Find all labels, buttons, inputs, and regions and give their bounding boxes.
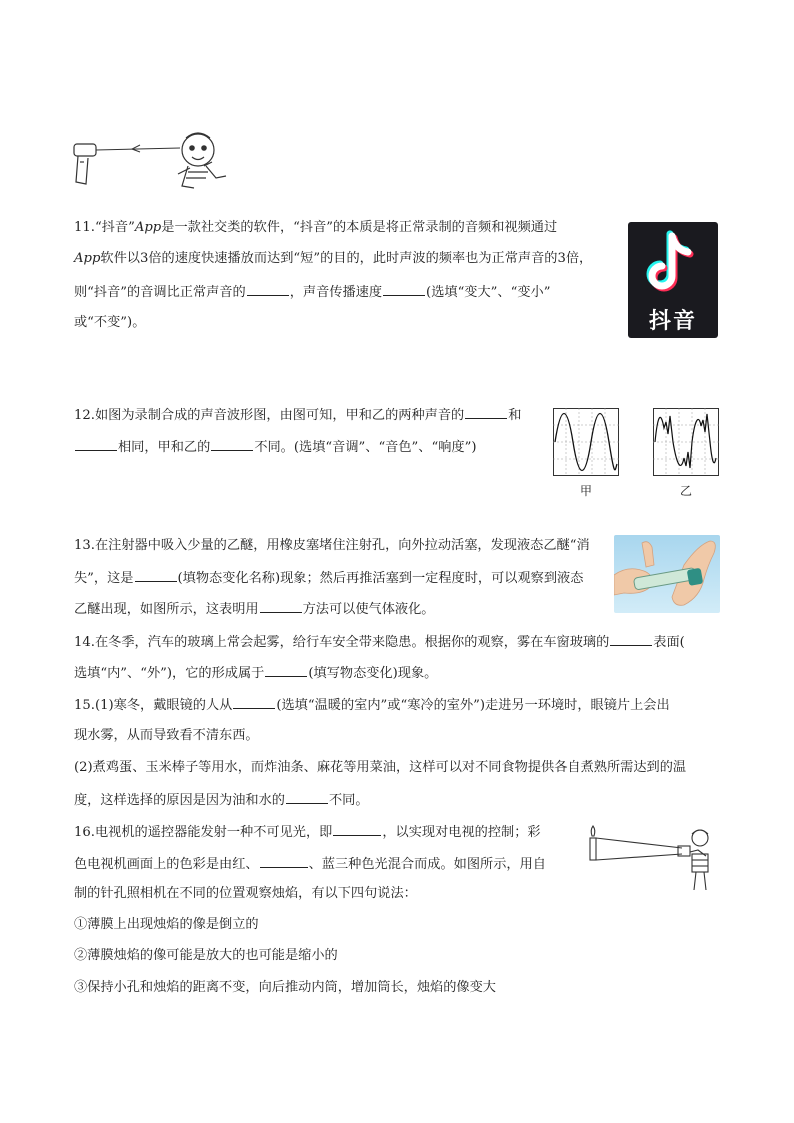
q16-item2: ②薄膜烛焰的像可能是放大的也可能是缩小的: [74, 948, 338, 963]
q16-item3: ③保持小孔和烛焰的距离不变，向后推动内筒，增加筒长，烛焰的像变大: [74, 980, 496, 995]
answer-blank[interactable]: [465, 404, 507, 419]
q16-line1: 16.电视机的遥控器能发射一种不可见光，即 ，以实现对电视的控制；彩: [74, 821, 541, 843]
q15-line3: (2)煮鸡蛋、玉米棒子等用水，而炸油条、麻花等用菜油，这样可以对不同食物提供各自煮熟所需达到的温: [74, 760, 687, 775]
answer-blank[interactable]: [233, 694, 275, 709]
q14-line1: 14.在冬季，汽车的玻璃上常会起雾，给行车安全带来隐患。根据你的观察，雾在车窗玻璃的 表面(: [74, 631, 685, 653]
douyin-logo: [628, 222, 718, 338]
waveform-a-label: 甲: [580, 484, 593, 498]
person-figure-icon: [690, 830, 708, 890]
pinhole-camera-illustration: [586, 822, 716, 894]
q15-line1: 15.(1)寒冬，戴眼镜的人从 (选填“温暖的室内”或“寒冷的室外”)走进另一环境时，眼镜片上会出: [74, 694, 670, 716]
thermometer-gun-icon: [74, 144, 96, 184]
q11-line2: App软件以3倍的速度快速播放而达到“短”的目的，此时声波的频率也为正常声音的3倍，: [74, 251, 593, 266]
q16-item1: ①薄膜上出现烛焰的像是倒立的: [74, 917, 259, 932]
answer-blank[interactable]: [75, 436, 117, 451]
q15-line4: 度，这样选择的原因是因为油和水的 不同。: [74, 789, 369, 811]
q14-line2: 选填“内”、“外”)，它的形成属于 (填写物态变化)现象。: [74, 662, 437, 684]
q13-line2: 失”，这是 (填物态变化名称)现象；然后再推活塞到一定程度时，可以观察到液态: [74, 567, 583, 589]
answer-blank[interactable]: [211, 436, 253, 451]
music-note-icon: [628, 222, 718, 302]
q12-line2: 相同，甲和乙的 不同。(选填“音调”、“音色”、“响度”): [74, 436, 477, 458]
syringe-photo: [614, 535, 720, 613]
candle-icon: [590, 826, 596, 860]
q16-line2: 色电视机画面上的色彩是由红、 、蓝三种色光混合而成。如图所示，用自: [74, 853, 546, 875]
answer-blank[interactable]: [135, 567, 177, 582]
thermometer-child-illustration: [70, 128, 240, 198]
q15-line2: 现水雾，从而导致看不清东西。: [74, 728, 259, 743]
logo-text: 抖音: [648, 309, 697, 334]
q16-line3: 制的针孔照相机在不同的位置观察烛焰，有以下四句说法：: [74, 886, 417, 901]
child-figure-icon: [178, 133, 226, 188]
answer-blank[interactable]: [286, 789, 328, 804]
q12-line1: 12.如图为录制合成的声音波形图，由图可知，甲和乙的两种声音的 和: [74, 404, 521, 426]
answer-blank[interactable]: [247, 281, 289, 296]
waveform-b-label: 乙: [680, 484, 693, 498]
answer-blank[interactable]: [383, 281, 425, 296]
q11-line1: 11.“抖音”App是一款社交类的软件，“抖音”的本质是将正常录制的音频和视频通过: [74, 220, 558, 235]
q13-line3: 乙醚出现，如图所示，这表明用 方法可以使气体液化。: [74, 598, 435, 620]
answer-blank[interactable]: [260, 598, 302, 613]
waveform-b: [653, 408, 719, 476]
q11-line3: 则“抖音”的音调比正常声音的 ，声音传播速度 (选填“变大”、“变小”: [74, 281, 550, 303]
answer-blank[interactable]: [265, 662, 307, 677]
q13-line1: 13.在注射器中吸入少量的乙醚，用橡皮塞堵住注射孔，向外拉动活塞，发现液态乙醚“消: [74, 538, 590, 553]
answer-blank[interactable]: [610, 631, 652, 646]
answer-blank[interactable]: [333, 821, 381, 836]
waveform-a: [553, 408, 619, 476]
answer-blank[interactable]: [260, 853, 308, 868]
q11-line4: 或“不变”)。: [74, 315, 146, 330]
